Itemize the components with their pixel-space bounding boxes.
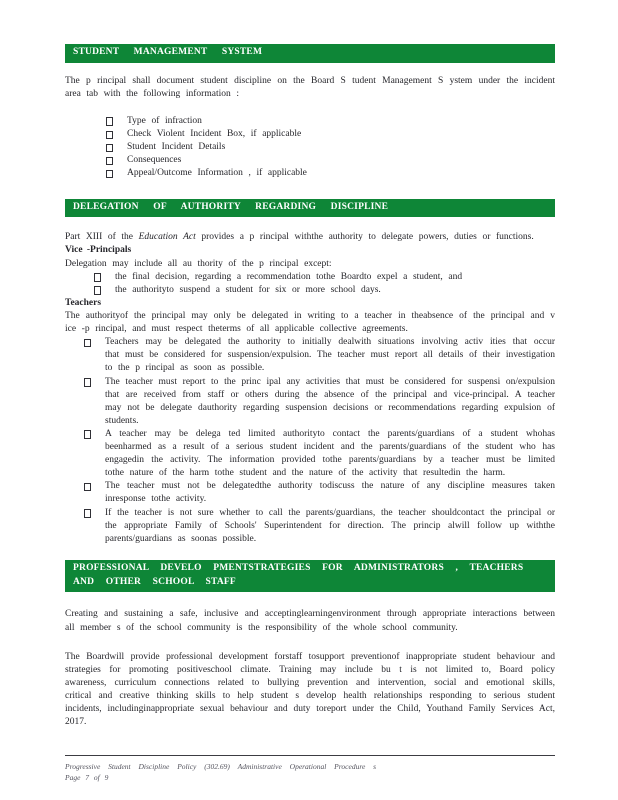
pd-paragraph-2: The Boardwill provide professional development forstaff tosupport preventionof inappropriate student behaviour and strategies for promoting positiveschool climate. Training may include bu t is not limited to, Board policy awareness, curriculum connections related to bullying prevention and intervention, social and emotional skills, critical and creative thinking skills to help student s develop health relationships responding to serious student incidents, includinginappropriate sexual behaviour and duty toreport under the Child, Youthand Family Services Act, 2017. bbox=[65, 651, 555, 728]
list-item bbox=[105, 128, 555, 141]
delegation-intro-paragraph bbox=[65, 231, 555, 244]
list-item bbox=[83, 480, 555, 506]
list-item bbox=[93, 271, 555, 284]
list-item-text: the authorityto suspend a student for six or more school days. bbox=[115, 284, 381, 295]
list-item bbox=[83, 507, 555, 546]
checkbox-bullet-icon bbox=[94, 273, 101, 282]
list-item bbox=[105, 115, 555, 128]
list-item bbox=[83, 336, 555, 375]
sms-intro-paragraph: The p rincipal shall document student discipline on the Board S tudent Management S ystem under the incident area tab with the following information : bbox=[65, 75, 555, 99]
list-item-text: Teachers may be delegated the authority to initially dealwith situations involving activ ities that occur that must be considered for suspension/expulsion. The teacher must report all details of their investigation to the p rincipal as soon as possible. bbox=[105, 337, 555, 374]
intro-text-pre: Part XIII of the bbox=[65, 232, 139, 243]
list-item bbox=[93, 284, 555, 297]
list-item-text: The teacher must report to the princ ipal any activities that must be considered for suspensi on/expulsion that are received from staff or others during the absence of the principal and vice-principal. A teacher may not be delegate dauthority regarding suspension decisions or recommendations regarding expulsion of students. bbox=[105, 376, 555, 426]
intro-text-post: provides a p rincipal withthe authority to delegate powers, duties or functions. bbox=[195, 232, 534, 243]
list-item bbox=[105, 154, 555, 167]
teachers-intro: The authorityof the principal may only be delegated in writing to a teacher in theabsence of the principal and v ice -p rincipal, and must respect theterms of all applicable collective agreements. bbox=[65, 310, 555, 335]
checkbox-bullet-icon bbox=[106, 117, 113, 126]
list-item bbox=[83, 428, 555, 480]
checkbox-bullet-icon bbox=[106, 144, 113, 153]
sms-bullet-list bbox=[105, 115, 555, 181]
checkbox-bullet-icon bbox=[84, 509, 91, 518]
education-act-reference: Education Act bbox=[138, 232, 196, 243]
list-item-text: the final decision, regarding a recommendation tothe Boardto expel a student, and bbox=[115, 271, 463, 282]
vice-principals-subheading: Vice -Principals bbox=[65, 245, 132, 256]
checkbox-bullet-icon bbox=[84, 430, 91, 439]
list-item-text: Check Violent Incident Box, if applicable bbox=[127, 129, 302, 140]
list-item bbox=[83, 376, 555, 428]
teachers-bullet-list bbox=[83, 336, 555, 546]
list-item-text: Appeal/Outcome Information , if applicable bbox=[127, 168, 307, 179]
list-item-text: Consequences bbox=[127, 155, 182, 166]
checkbox-bullet-icon bbox=[106, 170, 113, 179]
list-item-text: A teacher may be delega ted limited authorityto contact the parents/guardians of a student whohas beenharmed as a result of a serious student incident and the parents/guardians of the student who has engagedin the activity. The information provided tothe parents/guardians by a teacher must be limited tothe nature of the harm tothe student and the nature of the activity that resultedin the harm. bbox=[105, 428, 555, 479]
checkbox-bullet-icon bbox=[84, 378, 91, 387]
checkbox-bullet-icon bbox=[94, 286, 101, 295]
list-item-text: Type of infraction bbox=[127, 115, 202, 126]
checkbox-bullet-icon bbox=[106, 157, 113, 166]
checkbox-bullet-icon bbox=[106, 131, 113, 140]
pd-paragraph-1: Creating and sustaining a safe, inclusive and acceptinglearningenvironment through appropriate interactions between all member s of the school community is the responsibility of the whole school community. bbox=[65, 609, 555, 633]
list-item-text: The teacher must not be delegatedthe authority todiscuss the nature of any discipline measures taken inresponse tothe activity. bbox=[105, 481, 555, 505]
vice-principals-intro: Delegation may include all au thority of the p rincipal except: bbox=[65, 258, 332, 269]
teachers-subheading: Teachers bbox=[65, 297, 102, 308]
list-item-text: Student Incident Details bbox=[127, 142, 226, 153]
section-header-student-management-system: STUDENT MANAGEMENT SYSTEM bbox=[65, 44, 555, 63]
section-header-professional-development: PROFESSIONAL DEVELO PMENTSTRATEGIES FOR ADMINISTRATORS , TEACHERS AND OTHER SCHOOL STAFF bbox=[65, 560, 555, 593]
vice-principals-bullet-list bbox=[93, 271, 555, 297]
footer-document-title: Progressive Student Discipline Policy (302.69) Administrative Operational Procedure s bbox=[65, 761, 377, 771]
page-footer bbox=[65, 755, 555, 784]
checkbox-bullet-icon bbox=[84, 483, 91, 492]
list-item-text: If the teacher is not sure whether to call the parents/guardians, the teacher shouldcontact the principal or the appropriate Family of Schools' Superintendent for direction. The princip alwill follow up withthe parents/guardians as soonas possible. bbox=[105, 507, 555, 544]
footer-page-number: Page 7 of 9 bbox=[65, 773, 109, 783]
list-item bbox=[105, 167, 555, 180]
checkbox-bullet-icon bbox=[84, 339, 91, 348]
list-item bbox=[105, 141, 555, 154]
section-header-delegation-of-authority: DELEGATION OF AUTHORITY REGARDING DISCIPLINE bbox=[65, 199, 555, 218]
